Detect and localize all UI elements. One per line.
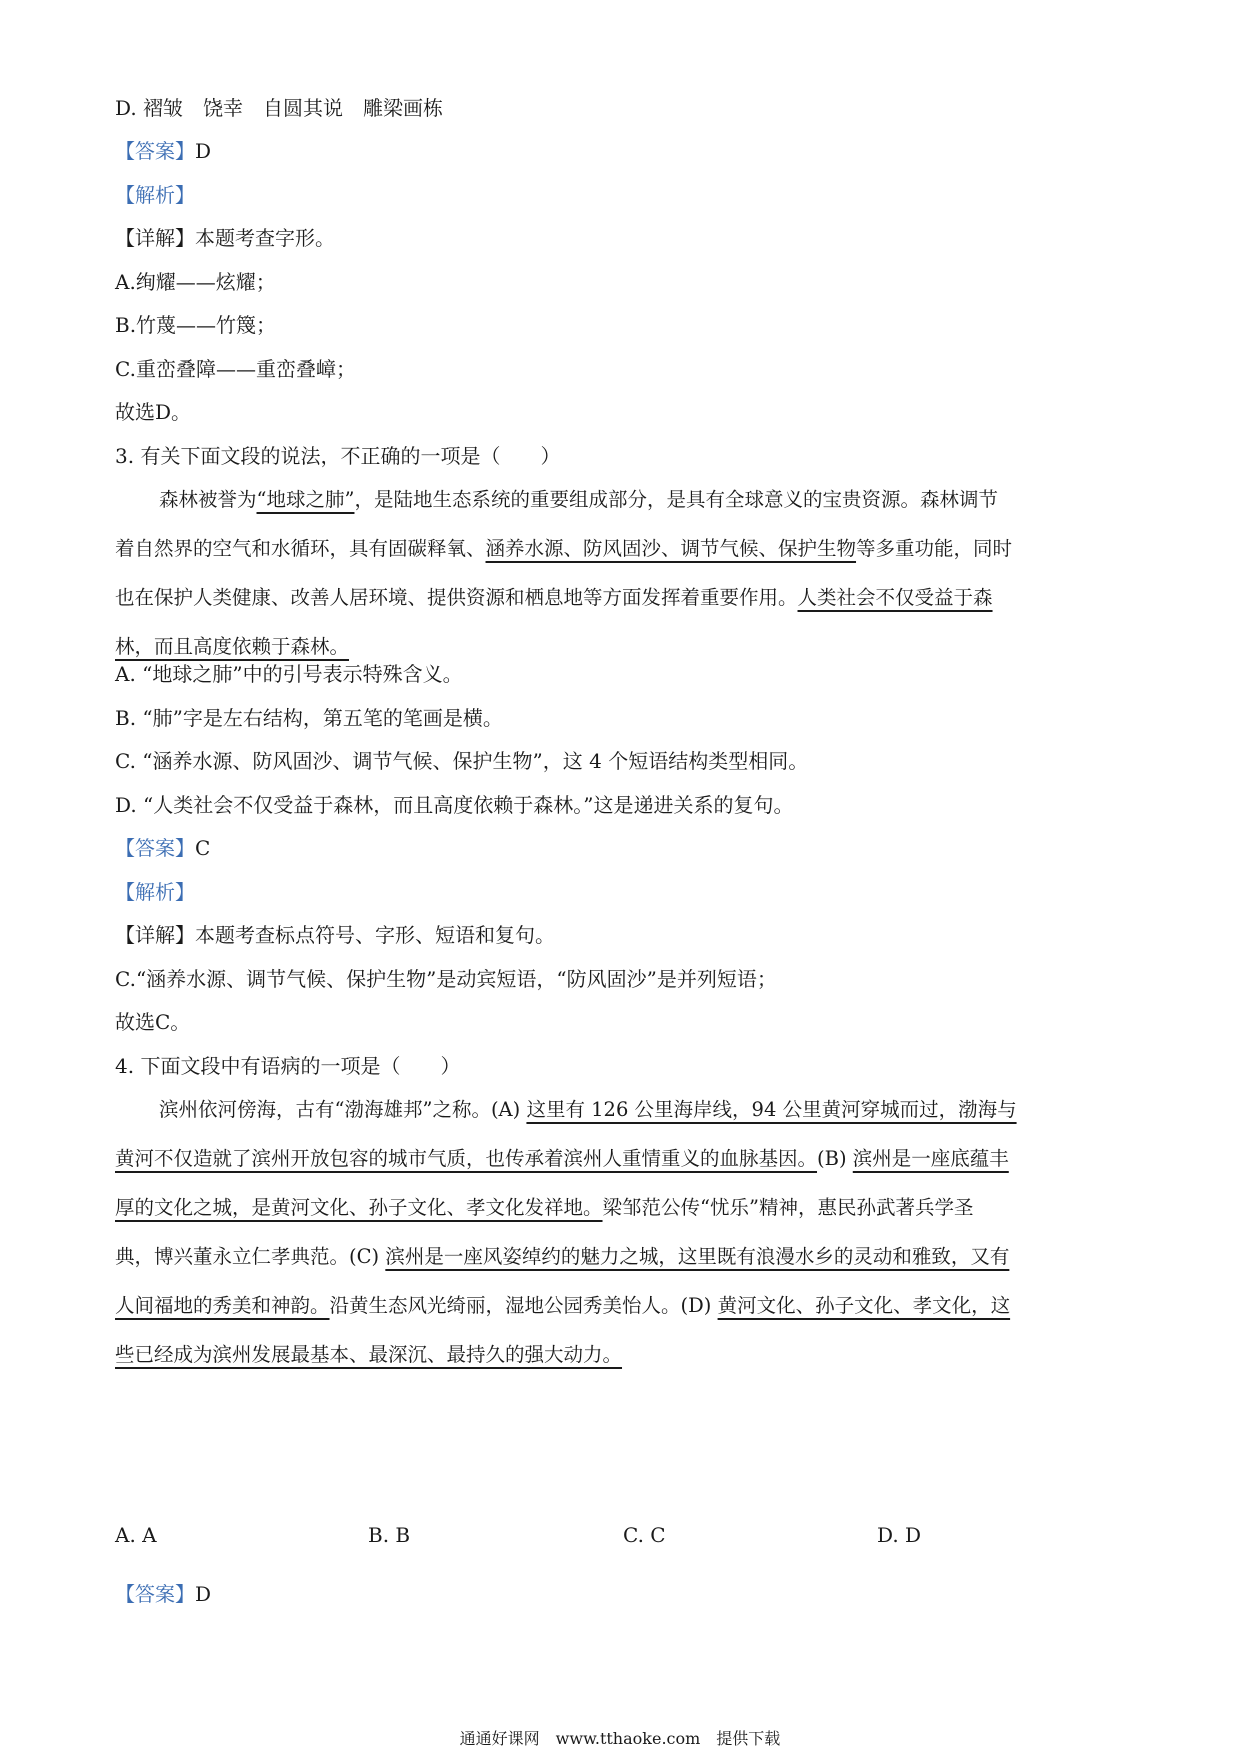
q3-conclusion: 故选C。 (115, 1010, 191, 1034)
q3-stem: 3. 有关下面文段的说法，不正确的一项是（ ） (115, 444, 561, 468)
passage-text: 森林被誉为 (159, 488, 257, 511)
q3-option-a: A. “地球之肺”中的引号表示特殊含义。 (115, 662, 463, 686)
underlined-text: 人类社会不仅受益于森 (797, 586, 993, 609)
q2-detail (115, 223, 335, 253)
underlined-text: 滨州是一座风姿绰约的魅力之城，这里既有浪漫水乡的灵动和雅致，又有 (385, 1245, 1010, 1268)
detail-text: 本题考查标点符号、字形、短语和复句。 (195, 923, 555, 947)
detail-text: 本题考查字形。 (195, 226, 335, 250)
analysis-label: 【解析】 (115, 880, 195, 904)
answer-value: D (195, 1582, 212, 1606)
underlined-text: 黄河文化、孙子文化、孝文化，这 (717, 1294, 1011, 1317)
q3-option-d: D. “人类社会不仅受益于森林，而且高度依赖于森林。”这是递进关系的复句。 (115, 793, 794, 817)
q2-option-d: D. 褶皱 饶幸 自圆其说 雕梁画栋 (115, 96, 444, 120)
q3-passage (115, 475, 1125, 671)
answer-value: C (195, 836, 211, 860)
q3-detail (115, 920, 555, 950)
passage-text: 沿黄生态风光绮丽，湿地公园秀美怡人。(D) (329, 1294, 718, 1317)
q3-option-c: C. “涵养水源、防风固沙、调节气候、保护生物”，这 4 个短语结构类型相同。 (115, 749, 809, 773)
underlined-text: “地球之肺” (256, 488, 355, 511)
underlined-text: 些已经成为滨州发展最基本、最深沉、最持久的强大动力。 (115, 1343, 623, 1366)
underlined-text: 黄河不仅造就了滨州开放包容的城市气质，也传承着滨州人重情重义的血脉基因。 (115, 1147, 818, 1170)
passage-text: 等多重功能，同时 (856, 537, 1013, 560)
underlined-text: 人间福地的秀美和神韵。 (115, 1294, 330, 1317)
detail-label: 【详解】 (115, 226, 195, 250)
q2-answer (115, 136, 211, 166)
passage-text: ，是陆地生态系统的重要组成部分，是具有全球意义的宝贵资源。森林调节 (354, 488, 998, 511)
passage-text: 滨州依河傍海，古有“渤海雄邦”之称。(A) (159, 1098, 527, 1121)
passage-text: 梁邹范公传“忧乐”精神，惠民孙武著兵学圣 (602, 1196, 974, 1219)
q4-option-c: C. C (623, 1523, 666, 1547)
q4-option-d: D. D (877, 1523, 922, 1547)
underlined-text: 这里有 126 公里海岸线，94 公里黄河穿城而过，渤海与 (526, 1098, 1017, 1121)
q4-answer (115, 1579, 211, 1609)
q2-conclusion: 故选D。 (115, 400, 192, 424)
passage-text: 着自然界的空气和水循环，具有固碳释氧、 (115, 537, 486, 560)
q2-correction-a: A.绚耀——炫耀； (115, 270, 276, 294)
answer-value: D (195, 139, 212, 163)
q4-passage (115, 1085, 1125, 1379)
passage-text: 也在保护人类健康、改善人居环境、提供资源和栖息地等方面发挥着重要作用。 (115, 586, 798, 609)
q2-correction-b: B.竹蔑——竹篾； (115, 313, 277, 337)
underlined-text: 涵养水源、防风固沙、调节气候、保护生物 (485, 537, 857, 560)
detail-label: 【详解】 (115, 923, 195, 947)
passage-text: 典，博兴董永立仁孝典范。(C) (115, 1245, 386, 1268)
q3-analysis (115, 877, 195, 907)
underlined-text: 滨州是一座底蕴丰 (852, 1147, 1009, 1170)
underlined-text: 厚的文化之城，是黄河文化、孙子文化、孝文化发祥地。 (115, 1196, 603, 1219)
analysis-label: 【解析】 (115, 183, 195, 207)
q4-stem: 4. 下面文段中有语病的一项是（ ） (115, 1054, 461, 1078)
answer-label: 【答案】 (115, 1582, 195, 1606)
q3-option-b: B. “肺”字是左右结构，第五笔的笔画是横。 (115, 706, 503, 730)
q4-options (115, 1520, 1125, 1550)
q3-explanation: C.“涵养水源、调节气候、保护生物”是动宾短语，“防风固沙”是并列短语； (115, 967, 777, 991)
underlined-text: 林，而且高度依赖于森林。 (115, 635, 350, 658)
page-footer: 通通好课网 www.tthaoke.com 提供下载 (459, 1729, 781, 1748)
q2-analysis (115, 180, 195, 210)
answer-label: 【答案】 (115, 836, 195, 860)
passage-text: (B) (817, 1147, 853, 1170)
q4-option-a: A. A (115, 1523, 157, 1547)
q3-answer (115, 833, 210, 863)
answer-label: 【答案】 (115, 139, 195, 163)
q2-correction-c: C.重峦叠障——重峦叠嶂； (115, 357, 356, 381)
q4-option-b: B. B (368, 1523, 411, 1547)
